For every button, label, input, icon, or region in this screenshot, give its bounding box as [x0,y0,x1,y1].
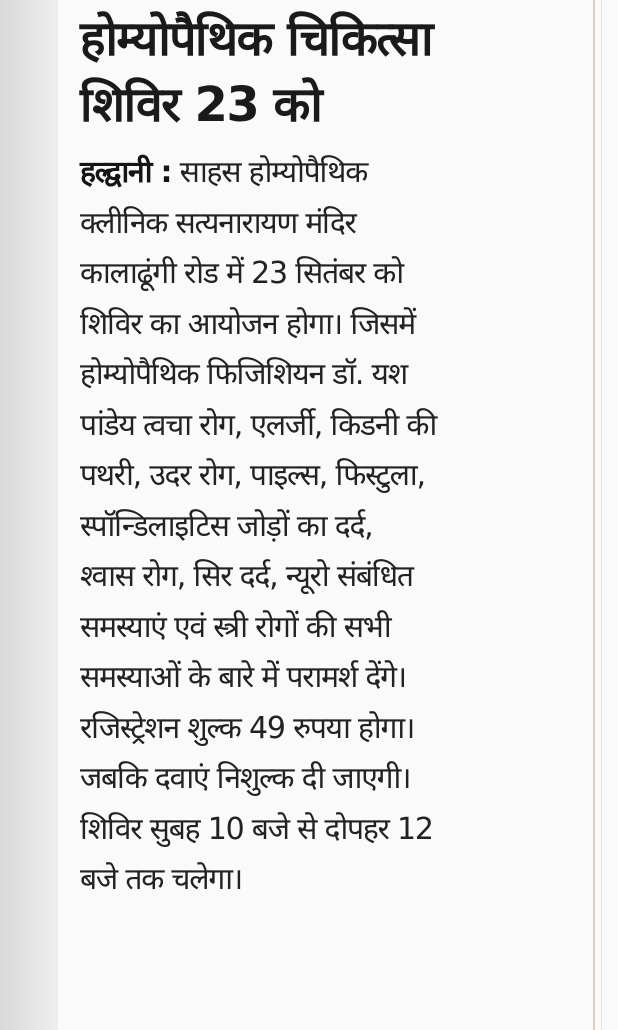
body-line: स्पॉन्डिलाइटिस जोड़ों का दर्द, [80,508,373,544]
body-line: क्लीनिक सत्यनारायण मंदिर [80,205,356,241]
headline-line: होम्योपैथिक चिकित्सा [80,11,433,67]
article-dateline: हल्द्वानी : [80,155,172,190]
body-line: पथरी, उदर रोग, पाइल्स, फिस्टुला, [80,458,425,493]
article-body [80,148,585,906]
news-article [80,6,585,906]
body-line: रजिस्ट्रेशन शुल्क 49 रुपया होगा। [80,710,415,746]
column-divider-rule [593,0,595,1030]
body-line: जबकि दवाएं निशुल्क दी जाएगी। [80,761,411,796]
body-line: कालाढूंगी रोड में 23 सितंबर को [80,256,403,291]
headline-line: शिविर 23 को [80,77,322,133]
body-line: शिविर का आयोजन होगा। जिसमें [80,306,415,342]
body-line: पांडेय त्वचा रोग, एलर्जी, किडनी की [80,407,437,443]
body-text: साहस होम्योपैथिक [171,155,368,190]
body-line: शिविर सुबह 10 बजे से दोपहर 12 [80,811,433,847]
article-headline [80,6,585,138]
body-line [80,148,585,199]
page-margin-shadow [0,0,58,1030]
body-line: होम्योपैथिक फिजिशियन डॉ. यश [80,357,407,392]
body-line: बजे तक चलेगा। [80,862,243,897]
body-line: श्वास रोग, सिर दर्द, न्यूरो संबंधित [80,559,413,594]
body-line: समस्याओं के बारे में परामर्श देंगे। [80,660,406,695]
body-line: समस्याएं एवं स्त्री रोगों की सभी [80,609,391,645]
column-divider-rule-secondary [601,0,602,1030]
